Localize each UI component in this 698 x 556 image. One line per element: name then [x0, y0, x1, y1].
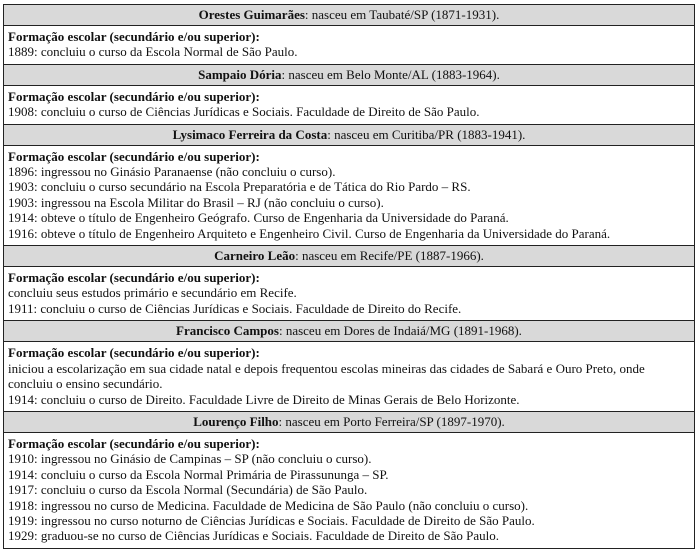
entry-body-row: [4, 145, 695, 245]
entry-header-cell: [4, 246, 695, 267]
education-line: 1914: obteve o título de Engenheiro Geógrafo. Curso de Engenharia da Universidade do Paraná.: [8, 210, 509, 226]
education-label: Formação escolar (secundário e/ou superior):: [8, 345, 260, 361]
person-name: Orestes Guimarães: [198, 7, 305, 22]
education-line: 1903: concluiu o curso secundário na Escola Preparatória e de Tática do Rio Pardo – RS.: [8, 179, 471, 195]
education-line: 1908: concluiu o curso de Ciências Jurídicas e Sociais. Faculdade de Direito de São Paulo.: [8, 104, 480, 120]
entry-body-cell: [4, 145, 695, 245]
entry-body-row: [4, 342, 695, 412]
education-line: iniciou a escolarização em sua cidade natal e depois frequentou escolas mineiras das cidades de Sabará e Ouro Preto, onde concluiu o ensino secundário.: [8, 360, 645, 392]
entry-body-row: [4, 85, 695, 124]
entry-header-row: [4, 246, 695, 267]
education-label: Formação escolar (secundário e/ou superior):: [8, 270, 260, 286]
entry-header-cell: [4, 321, 695, 342]
entry-header-cell: [4, 124, 695, 145]
birth-info: : nasceu em Recife/PE (1887-1966).: [295, 248, 484, 264]
entry-body-cell: [4, 342, 695, 412]
education-line: 1910: ingressou no Ginásio de Campinas – SP (não concluiu o curso).: [8, 451, 372, 467]
entry-header-row: [4, 124, 695, 145]
entry-body-row: [4, 267, 695, 321]
education-line: 1919: ingressou no curso noturno de Ciências Jurídicas e Sociais. Faculdade de Direito de São Paulo.: [8, 512, 535, 528]
biography-table: [3, 4, 695, 549]
education-label: Formação escolar (secundário e/ou superior):: [8, 29, 260, 44]
birth-info: : nasceu em Curitiba/PR (1883-1941).: [327, 126, 526, 142]
birth-info: : nasceu em Taubaté/SP (1871-1931).: [304, 7, 500, 22]
education-line: 1916: obteve o título de Engenheiro Arquiteto e Engenheiro Civil. Curso de Engenharia da Universidade do Paraná.: [8, 225, 611, 241]
birth-info: : nasceu em Dores de Indaiá/MG (1891-1968).: [278, 323, 522, 339]
person-name: Carneiro Leão: [214, 248, 296, 264]
entry-body-cell: [4, 26, 695, 65]
education-label: Formação escolar (secundário e/ou superior):: [8, 435, 260, 451]
education-line: 1911: concluiu o curso de Ciências Jurídicas e Sociais. Faculdade de Direito do Recife.: [8, 300, 462, 316]
education-line: 1929: graduou-se no curso de Ciências Jurídicas e Sociais. Faculdade de Direito de São Paulo.: [8, 528, 499, 544]
entry-header-row: [4, 64, 695, 85]
person-name: Francisco Campos: [176, 323, 279, 339]
person-name: Sampaio Dória: [198, 66, 282, 82]
person-name: Lourenço Filho: [193, 413, 279, 429]
education-label: Formação escolar (secundário e/ou superior):: [8, 148, 260, 164]
education-line: concluiu seus estudos primário e secundário em Recife.: [8, 285, 297, 301]
entry-header-cell: [4, 5, 695, 26]
person-name: Lysimaco Ferreira da Costa: [172, 126, 328, 142]
entry-body-cell: [4, 85, 695, 124]
education-line: 1914: concluiu o curso de Direito. Faculdade Livre de Direito de Minas Gerais de Belo Horizonte.: [8, 391, 520, 407]
education-line: 1903: ingressou na Escola Militar do Brasil – RJ (não concluiu o curso).: [8, 194, 384, 210]
entry-header-cell: [4, 411, 695, 432]
education-line: 1917: concluiu o curso da Escola Normal (Secundária) de São Paulo.: [8, 482, 368, 498]
birth-info: : nasceu em Belo Monte/AL (1883-1964).: [281, 66, 500, 82]
entry-body-cell: [4, 432, 695, 548]
entry-header-cell: [4, 64, 695, 85]
education-label: Formação escolar (secundário e/ou superior):: [8, 88, 260, 104]
entry-body-row: [4, 432, 695, 548]
education-line: 1896: ingressou no Ginásio Paranaense (não concluiu o curso).: [8, 164, 336, 180]
entry-header-row: [4, 411, 695, 432]
education-line: 1918: ingressou no curso de Medicina. Faculdade de Medicina de São Paulo (não concluiu o curso).: [8, 497, 529, 513]
entry-header-row: [4, 321, 695, 342]
education-line: 1889: concluiu o curso da Escola Normal de São Paulo.: [8, 44, 298, 60]
birth-info: : nasceu em Porto Ferreira/SP (1897-1970).: [278, 413, 505, 429]
entry-header-row: [4, 5, 695, 26]
entry-body-cell: [4, 267, 695, 321]
education-line: 1914: concluiu o curso da Escola Normal Primária de Pirassununga – SP.: [8, 466, 389, 482]
entry-body-row: [4, 26, 695, 65]
